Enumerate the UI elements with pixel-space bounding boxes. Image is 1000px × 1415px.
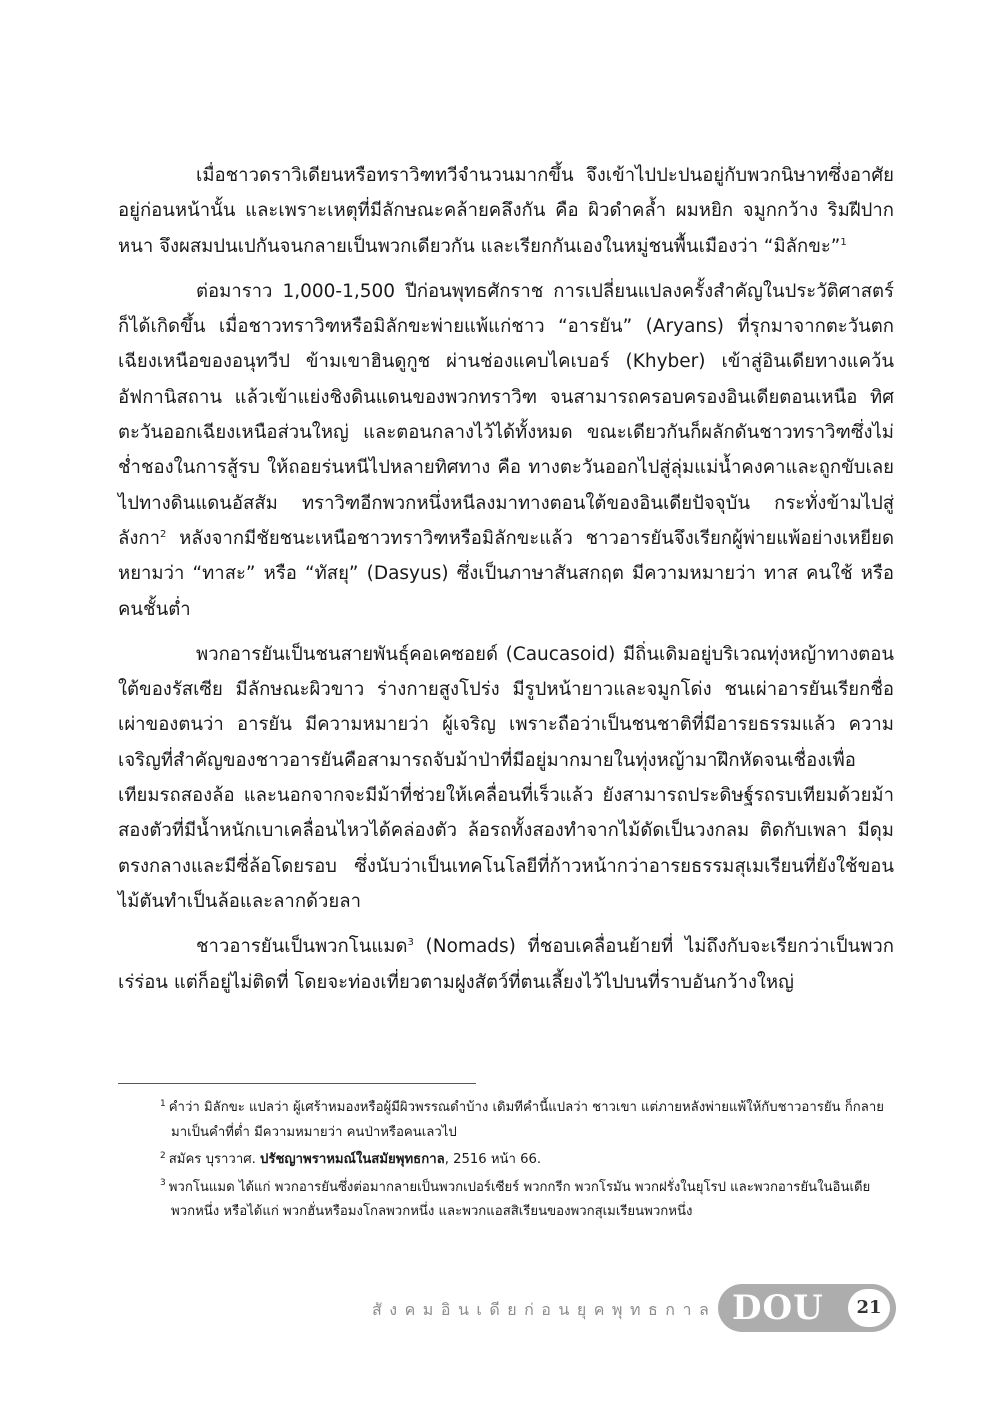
footnote-number: 3 bbox=[160, 1178, 166, 1189]
footnote-citation: , 2516 หน้า 66. bbox=[444, 1152, 542, 1168]
footnote-text: คำว่า มิลักขะ แปลว่า ผู้เศร้าหมองหรือผู้มีผิวพรรณดำบ้าง เดิมทีคำนี้แปลว่า ชาวเขา แต่ภายหลังพ่ายแพ้ให้กับชาวอารยัน ก็กลายมาเป็นคำที่ต่ำ มีความหมายว่า คนป่าหรือคนเลวไป bbox=[168, 1100, 884, 1140]
footnote-ref-2: 2 bbox=[159, 528, 167, 540]
page-badge bbox=[718, 1284, 896, 1332]
dou-logo: DOU bbox=[732, 1288, 824, 1328]
footnote-ref-1: 1 bbox=[840, 236, 847, 248]
paragraph-2-text-a: ต่อมาราว 1,000-1,500 ปีก่อนพุทธศักราช การเปลี่ยนแปลงครั้งสำคัญในประวัติศาสตร์ก็ได้เกิดขึ้น เมื่อชาวทราวิฑหรือมิลักขะพ่ายแพ้แก่ชาว “อารยัน” (Aryans) ที่รุกมาจากตะวันตกเฉียงเหนือของอนุทวีป ข้ามเขาฮินดูกูช ผ่านช่องแคบไคเบอร์ (Khyber) เข้าสู่อินเดียทางแคว้นอัฟกานิสถาน แล้วเข้าแย่งชิงดินแดนของพวกทราวิฑ จนสามารถครอบครองอินเดียตอนเหนือ ทิศตะวันออกเฉียงเหนือส่วนใหญ่ และตอนกลางไว้ได้ทั้งหมด ขณะเดียวกันก็ผลักดันชาวทราวิฑซึ่งไม่ช่ำชองในการสู้รบ ให้ถอยร่นหนีไปหลายทิศทาง คือ ทางตะวันออกไปสู่ลุ่มแม่น้ำคงคาและถูกขับเลยไปทางดินแดนอัสสัม ทราวิฑอีกพวกหนึ่งหนีลงมาทางตอนใต้ของอินเดียปัจจุบัน กระทั่งข้ามไปสู่ลังกา bbox=[118, 280, 894, 549]
paragraph-3-text: พวกอารยันเป็นชนสายพันธุ์คอเคซอยด์ (Caucasoid) มีถิ่นเดิมอยู่บริเวณทุ่งหญ้าทางตอนใต้ของรัสเซีย มีลักษณะผิวขาว ร่างกายสูงโปร่ง มีรูปหน้ายาวและจมูกโด่ง ชนเผ่าอารยันเรียกชื่อเผ่าของตนว่า อารยัน มีความหมายว่า ผู้เจริญ เพราะถือว่าเป็นชนชาติที่มีอารยธรรมแล้ว ความเจริญที่สำคัญของชาวอารยันคือสามารถจับม้าป่าที่มีอยู่มากมายในทุ่งหญ้ามาฝึกหัดจนเชื่องเพื่อเทียมรถสองล้อ และนอกจากจะมีม้าที่ช่วยให้เคลื่อนที่เร็วแล้ว ยังสามารถประดิษฐ์รถรบเทียมด้วยม้าสองตัวที่มีน้ำหนักเบาเคลื่อนไหวได้คล่องตัว ล้อรถทั้งสองทำจากไม้ดัดเป็นวงกลม ติดกับเพลา มีดุมตรงกลางและมีซี่ล้อโดยรอบ ซึ่งนับว่าเป็นเทคโนโลยีที่ก้าวหน้ากว่าอารยธรรมสุเมเรียนที่ยังใช้ขอนไม้ตันทำเป็นล้อและลากด้วยลา bbox=[118, 643, 894, 912]
footnote-2 bbox=[160, 1148, 894, 1173]
footnote-author: สมัคร บุราวาศ. bbox=[168, 1152, 260, 1168]
footnote-number: 1 bbox=[160, 1098, 166, 1109]
paragraph-4 bbox=[118, 929, 894, 1000]
paragraph-4-text-b: (Nomads) ที่ชอบเคลื่อนย้ายที่ ไม่ถึงกับจะเรียกว่าเป็นพวกเร่ร่อน แต่ก็อยู่ไม่ติดที่ โดยจะท่องเที่ยวตามฝูงสัตว์ที่ตนเลี้ยงไว้ไปบนที่ราบอันกว้างใหญ่ bbox=[118, 936, 894, 993]
footnote-text: พวกโนแมด ได้แก่ พวกอารยันซึ่งต่อมากลายเป็นพวกเปอร์เซียร์ พวกกรีก พวกโรมัน พวกฝรั่งในยุโรป และพวกอารยันในอินเดียพวกหนึ่ง หรือได้แก่ พวกฮั่นหรือมงโกลพวกหนึ่ง และพวกแอสสิเรียนของพวกสุเมเรียนพวกหนึ่ง bbox=[168, 1179, 871, 1220]
paragraph-2 bbox=[118, 274, 894, 627]
footnote-book-title: ปรัชญาพราหมณ์ในสมัยพุทธกาล bbox=[260, 1152, 445, 1168]
footnote-1 bbox=[160, 1096, 894, 1145]
paragraph-1 bbox=[118, 158, 894, 264]
footnote-ref-3: 3 bbox=[407, 937, 414, 949]
footnote-divider bbox=[118, 1083, 476, 1084]
body-text bbox=[118, 158, 894, 1010]
footnotes bbox=[160, 1096, 894, 1228]
paragraph-2-text-b: หลังจากมีชัยชนะเหนือชาวทราวิฑหรือมิลักขะแล้ว ชาวอารยันจึงเรียกผู้พ่ายแพ้อย่างเหยียดหยามว่า “ทาสะ” หรือ “ทัสยุ” (Dasyus) ซึ่งเป็นภาษาสันสกฤต มีความหมายว่า ทาส คนใช้ หรือคนชั้นต่ำ bbox=[118, 527, 894, 620]
paragraph-3 bbox=[118, 637, 894, 919]
paragraph-1-text: เมื่อชาวดราวิเดียนหรือทราวิฑทวีจำนวนมากขึ้น จึงเข้าไปปะปนอยู่กับพวกนิษาทซึ่งอาศัยอยู่ก่อนหน้านั้น และเพราะเหตุที่มีลักษณะคล้ายคลึงกัน คือ ผิวดำคล้ำ ผมหยิก จมูกกว้าง ริมฝีปากหนา จึงผสมปนเปกันจนกลายเป็นพวกเดียวกัน และเรียกกันเองในหมู่ชนพื้นเมืองว่า “มิลักขะ” bbox=[118, 165, 894, 257]
footnote-number: 2 bbox=[160, 1150, 166, 1161]
paragraph-4-text-a: ชาวอารยันเป็นพวกโนแมด bbox=[196, 936, 408, 958]
page-number: 21 bbox=[848, 1289, 890, 1327]
footnote-3 bbox=[160, 1176, 894, 1225]
running-footer-title: สังคมอินเดียก่อนยุคพุทธกาล bbox=[372, 1300, 717, 1319]
